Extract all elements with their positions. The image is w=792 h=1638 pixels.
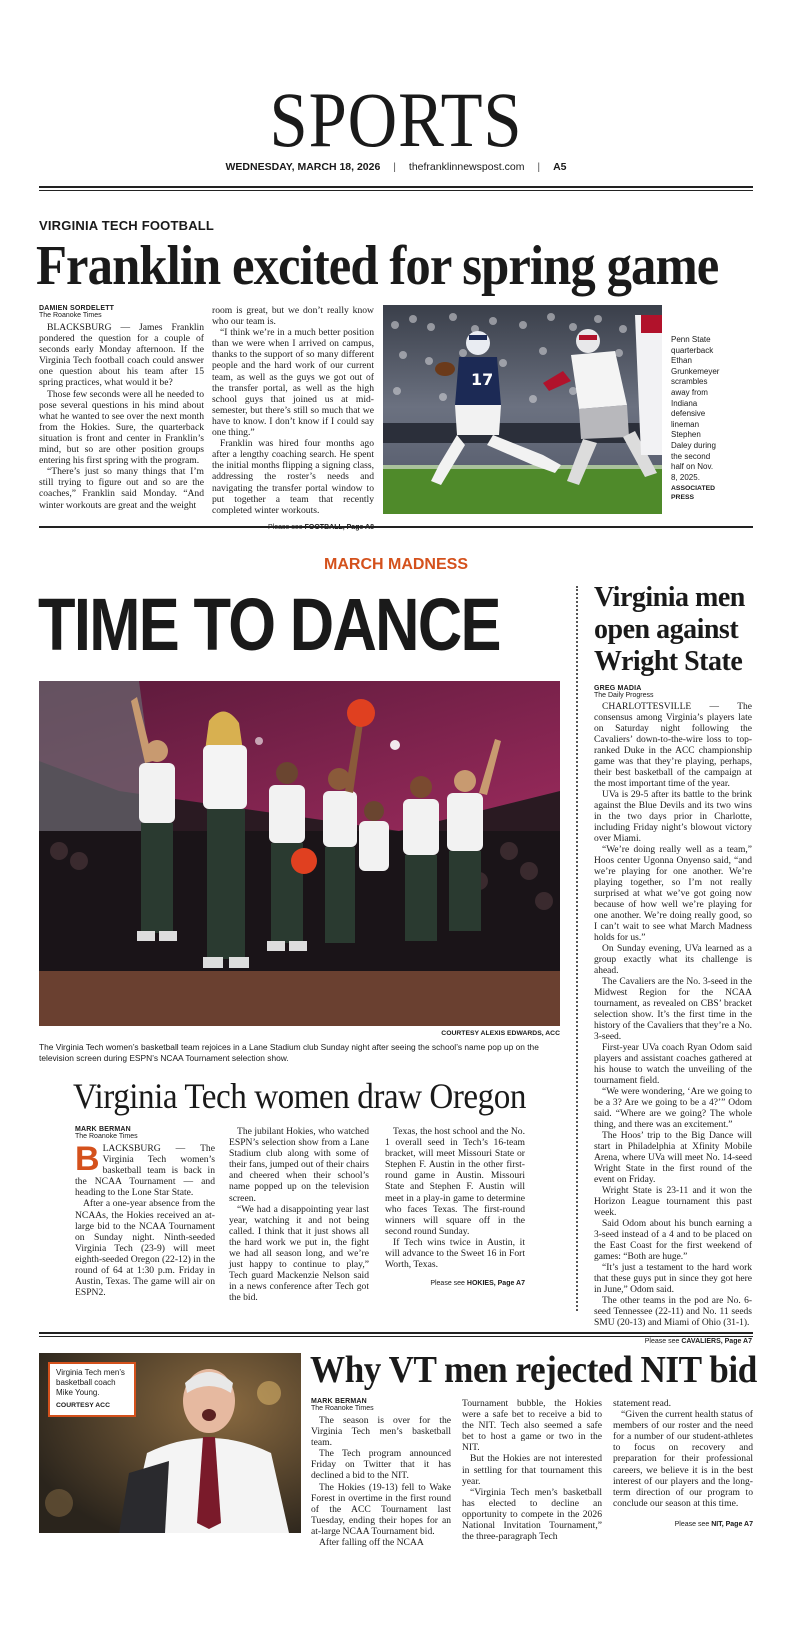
drop-cap: B [75,1140,100,1178]
paragraph: The Tech program announced Friday on Twitter that it has declined a bid to the NIT. [311,1448,451,1482]
caption-credit: ASSOCIATED PRESS [671,485,716,501]
column-divider [576,586,578,1311]
paragraph: “We had a disappointing year last year, watching it and not being called. I think that it just shows all the hard work we put in, the fight we had all season long, and we’re just happy to continue to play,” Tech guard Mackenzie Nelson said in a news conference after Tech got the bid. [229,1203,369,1304]
football-photo [383,305,662,514]
lead-text: LACKSBURG — The Virginia Tech women’s basketball team is back in the NCAA Tournament — and heading to the Lone Star State. [75,1143,215,1199]
paragraph: Said Odom about his bunch earning a 3-seed instead of a 4 and to be placed on the East Coast for the first weekend of games: “Both are huge.” [594,1219,752,1262]
story2-jump-line[interactable] [385,1280,525,1287]
story4-body-col3 [613,1398,753,1509]
paragraph: The Cavaliers are the No. 3-seed in the Midwest Region for the NCAA tournament, as revealed on CBS’ bracket selection show. It’s the first time in the history of the Cavaliers that they’re a No. 3-seed. [594,977,752,1042]
caption-text: Virginia Tech men’s basketball coach Mike Young. [56,1368,125,1397]
masthead-date: WEDNESDAY, MARCH 18, 2026 [225,161,381,173]
story4-column-1 [311,1398,451,1548]
masthead-info [0,161,792,174]
paragraph: “Virginia Tech men’s basketball has elected to decline an opportunity to compete in the 2026 National Invitation Tournament,” the three-paragraph Tech [462,1486,602,1543]
byline-name: MARK BERMAN [75,1126,131,1133]
story2-column-3 [385,1126,525,1287]
jump-target: NIT, Page A7 [711,1520,753,1528]
football-photo-illustration [383,305,662,514]
story2-column-2 [229,1126,369,1304]
story2-kicker: MARCH MADNESS [324,556,468,573]
jump-prefix: Please see [644,1338,680,1345]
section-divider-bottom [39,1336,753,1337]
byline-organization: The Daily Progress [594,692,654,699]
paragraph: But the Hokies are not interested in settling for that tournament this year. [462,1453,602,1487]
paragraph: CHARLOTTESVILLE — The consensus among Virginia’s players late on Saturday night following the Cavaliers’ down-to-the-wire loss to top-ranked Duke in the ACC championship game was that they’re playing, perhaps, their best basketball of the campaign at the most important time of the year. [594,702,752,789]
football-photo-caption [671,335,721,502]
story4-column-3 [613,1398,753,1528]
byline-name: GREG MADIA [594,685,642,692]
story1-column-2 [212,305,374,531]
paragraph: UVa is 29-5 after its battle to the brink against the Blue Devils and its two wins in the two days prior in Charlotte, including Friday night’s blowout victory over Miami. [594,790,752,844]
byline-name: MARK BERMAN [311,1398,367,1405]
masthead-rule-bottom [39,190,753,191]
byline-organization: The Roanoke Times [39,312,102,319]
masthead-page-number: A5 [553,161,567,173]
story2-body-col3 [385,1126,525,1270]
paragraph: BLACKSBURG — James Franklin pondered the question for a couple of seconds early Monday afternoon. If the Virginia Tech football coach could answer one question about his team after 15 spring practices, what would it be? [39,322,204,389]
story1-body-col1 [39,322,204,511]
paragraph: The jubilant Hokies, who watched ESPN’s selection show from a Lane Stadium club along with some of their fans, jumped out of their chairs and cheered when their school’s name popped up on the television screen. [229,1126,369,1204]
paragraph: After a one-year absence from the NCAAs, the Hokies received an at-large bid to the NCAA Tournament on Sunday night. Ninth-seeded Virginia Tech (23-9) will meet eighth-seeded Oregon (22-12) in the round of 64 at 1:30 p.m. Friday in Austin, Texas. The game will air on ESPN2. [75,1198,215,1299]
story4-body-col1 [311,1415,451,1548]
paragraph: The Hokies (19-13) fell to Wake Forest in overtime in the first round of the ACC Tournament last Tuesday, ending their hopes for an at-large NCAA Tournament bid. [311,1481,451,1537]
paragraph: Tournament bubble, the Hokies were a safe bet to receive a bid to the NIT. Tech also seemed a safe bet to host a game or two in the NIT. [462,1398,602,1454]
masthead-separator: | [393,161,396,173]
story1-kicker: VIRGINIA TECH FOOTBALL [39,218,215,233]
paragraph: Those few seconds were all he needed to pose several questions in his mind about what he wanted to see over the next month from the Hokies. Sure, the quarterback situation is front and center in Franklin’s mind, but so are other position groups entering his first spring with the program. [39,388,204,467]
celebration-photo-illustration [39,681,560,1026]
story4-body-col2 [462,1398,602,1542]
paragraph: Franklin was hired four months ago after a lengthy coaching search. He spent the initial months flipping a signing class, addressing the roster’s needs and navigating the transfer portal window to put together a team that recently completed winter workouts. [212,438,374,516]
celebration-photo-credit: COURTESY ALEXIS EDWARDS, ACC [441,1030,560,1037]
paragraph: “Given the current health status of members of our roster and the need for a number of our student-athletes to focus on recovery and preparation for their professional careers, we believe it is in the best interest of our players and the long-term direction of our program to conclude our season at this time. [613,1409,753,1509]
paragraph: “It’s just a testament to the hard work that these guys put in since they got here in June,” Odom said. [594,1263,752,1295]
paragraph: statement read. [613,1398,672,1409]
caption-credit: COURTESY ACC [56,1402,111,1409]
byline-organization: The Roanoke Times [75,1133,138,1140]
paragraph: On Sunday evening, UVa learned as a group exactly what its challenge is ahead. [594,944,752,976]
section-divider [39,526,753,528]
story2-subhead[interactable]: Virginia Tech women draw Oregon [73,1076,526,1116]
paragraph: “I think we’re in a much better position than we were when I arrived on campus, thanks to the support of so many different people and the hard work of our current team, as well as the guys we got out of the transfer portal, as well as the high school guys that joined us at mid-semester, but there’s still so much that we have to know. I don’t know if I could say one thing.” [212,327,374,439]
paragraph-lead [75,1140,215,1199]
paragraph: First-year UVa coach Ryan Odom said players and assistant coaches gathered at his house to watch the unveiling of the tournament field. [594,1043,752,1086]
masthead-rule-top [39,186,753,188]
paragraph: “There’s just so many things that I’m still trying to figure out and so are the coaches,” Franklin said Monday. “And winter workouts are great and the weight [39,466,204,511]
paragraph: room is great, but we don’t really know who our team is. [212,305,374,328]
paragraph: If Tech wins twice in Austin, it will advance to the Sweet 16 in Fort Worth, Texas. [385,1236,525,1271]
story1-body-col2 [212,305,374,516]
story2-column-1 [75,1126,215,1298]
story2-body-col1 [75,1140,215,1299]
story2-body-col2 [229,1126,369,1304]
story1-headline[interactable]: Franklin excited for spring game [36,235,719,297]
section-divider-top [39,1332,753,1334]
paragraph: “We were wondering, ‘Are we going to be a 3? Are we going to be a 4?’” Odom said. “Where are we going? The whole thing, and there was an excitement.” [594,1087,752,1130]
jump-target: HOKIES, Page A7 [466,1280,525,1288]
masthead-separator: | [537,161,541,173]
story3-body [594,702,752,1329]
paragraph: After falling off the NCAA [319,1537,424,1549]
celebration-photo [39,681,560,1026]
story4-column-2 [462,1398,602,1542]
story1-column-1 [39,305,204,511]
paragraph: Wright State is 23-11 and it won the Horizon League tournament this past week. [594,1186,752,1218]
svg-text:17: 17 [471,370,494,389]
coach-photo-caption-box [48,1362,136,1417]
byline-organization: The Roanoke Times [311,1405,374,1412]
byline-name: DAMIEN SORDELETT [39,305,115,312]
paragraph: The Hoos’ trip to the Big Dance will start in Philadelphia at Xfinity Mobile Arena, where UVa will meet No. 14-seed Wright State in the first round of the event on Friday. [594,1131,752,1185]
jump-prefix: Please see [674,1520,710,1528]
story2-headline[interactable]: TIME TO DANCE [38,583,500,666]
story3-headline[interactable]: Virginia men open against Wright State [594,582,745,677]
story3-jump-line[interactable] [594,1338,752,1345]
paragraph: “We’re doing really well as a team,” Hoos center Ugonna Onyenso said, “and we’re playing for one another. We’re playing together, so I’m not really surprised at what we’ve got going now because of how well we’re playing for one another. We’re doing really good, so I can’t wait to see what March Madness holds for us.” [594,845,752,943]
caption-text: Penn State quarterback Ethan Grunkemeyer scrambles away from Indiana defensive lineman Stephen Daley during the second half on Nov. 8, 2025. [671,335,720,482]
paragraph: The season is over for the Virginia Tech men’s basketball team. [311,1415,451,1449]
celebration-photo-caption: The Virginia Tech women’s basketball team rejoices in a Lane Stadium club Sunday night after seeing the school’s name pop up on the television screen during ESPN’s NCAA Tournament selection show. [39,1042,539,1063]
jump-target: CAVALIERS, Page A7 [681,1338,752,1345]
story4-jump-line[interactable] [613,1521,753,1528]
paragraph: Texas, the host school and the No. 1 overall seed in Tech’s 16-team bracket, will meet Missouri State or Stephen F. Austin in the other first-round game in Austin. Missouri State and Stephen F. Austin will meet in a play-in game to determine who faces Texas. The first-round winners will square off in the second round Sunday. [385,1126,525,1237]
paragraph: The other teams in the pod are No. 6-seed Tennessee (22-11) and No. 11 seeds SMU (20-13) and Miami of Ohio (31-1). [594,1296,752,1328]
jump-prefix: Please see [430,1280,465,1288]
masthead-site[interactable]: thefranklinnewspost.com [408,161,525,173]
story4-headline[interactable]: Why VT men rejected NIT bid [310,1349,757,1391]
section-title: SPORTS [269,76,523,163]
story3-column [594,685,752,1345]
